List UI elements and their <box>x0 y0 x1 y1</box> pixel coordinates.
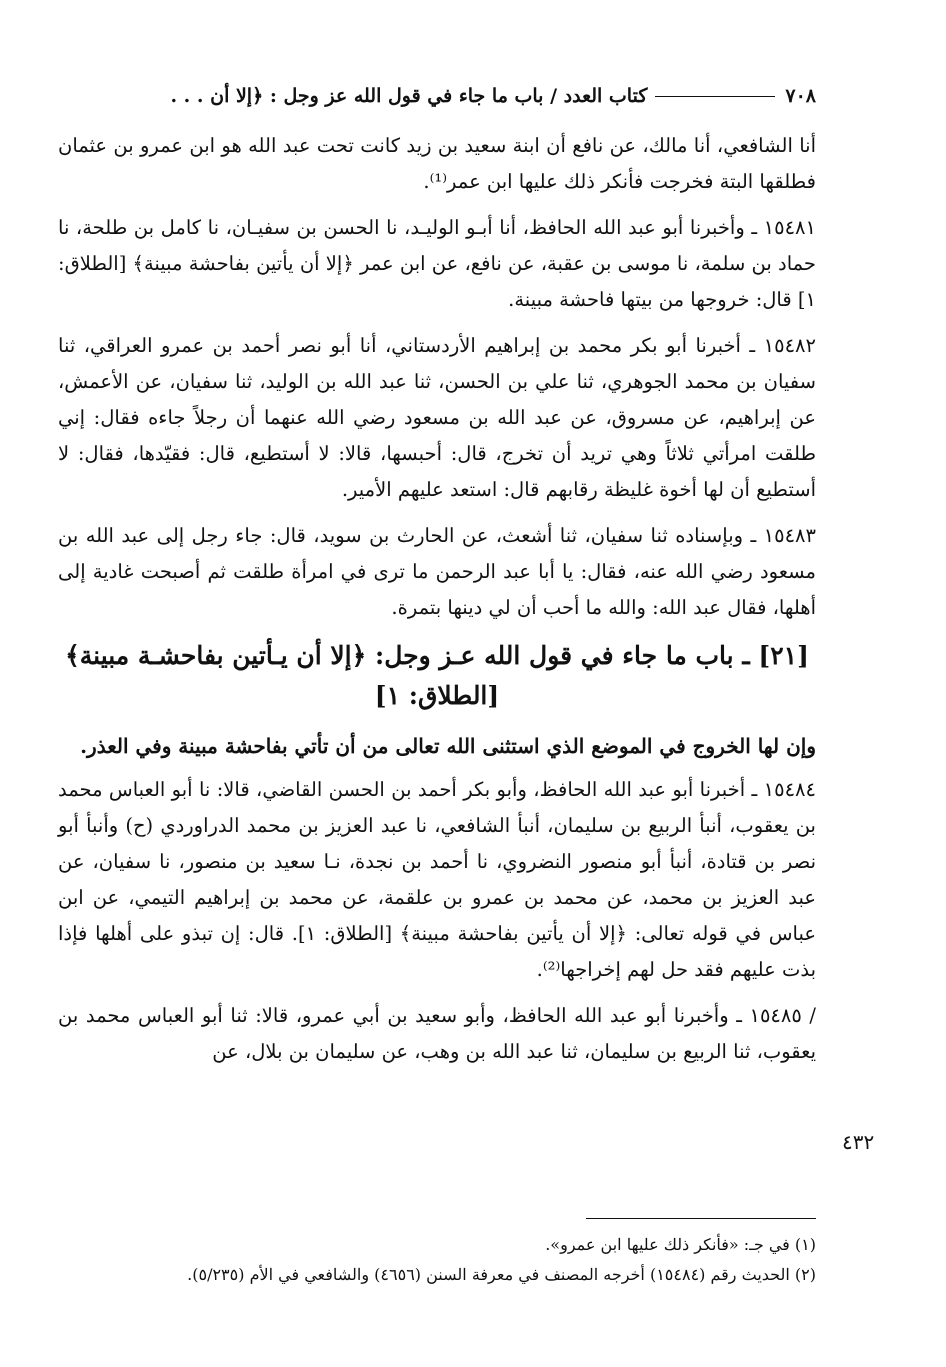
footnote-1: (١) في جـ: «فأنكر ذلك عليها ابن عمرو». <box>545 1235 816 1254</box>
hadith-15482: ١٥٤٨٢ ـ أخبرنا أبو بكر محمد بن إبراهيم الأردستاني، أنا أبو نصر أحمد بن عمرو العراقي، ثنا سفيان بن محمد الجوهري، ثنا علي بن الحسن، ثنا عبد الله بن الوليد، ثنا سفيان، عن الأعمش، عن إبراهيم، عن مسروق، عن عبد الله بن مسعود رضي الله عنهما أن رجلاً جاءه فقال: إني طلقت امرأتي ثلاثاً وهي تريد أن تخرج، قال: أحبسها، قالا: لا أستطيع، قال: فقيّدها، فقال: لا أستطيع أن لها أخوة غليظة رقابهم قال: استعد عليهم الأمير. <box>58 334 816 501</box>
header-rule <box>655 96 775 97</box>
margin-page-marker: ٤٣٢ <box>842 1130 875 1154</box>
hadith-15485: / ١٥٤٨٥ ـ وأخبرنا أبو عبد الله الحافظ، وأبو سعيد بن أبي عمرو، قالا: ثنا أبو العباس محمد بن يعقوب، ثنا الربيع بن سليمان، ثنا عبد الله بن وهب، عن سليمان بن بلال، عن <box>58 1004 816 1063</box>
hadith-15484: ١٥٤٨٤ ـ أخبرنا أبو عبد الله الحافظ، وأبو بكر أحمد بن الحسن القاضي، قالا: نا أبو العباس محمد بن يعقوب، أنبأ الربيع بن سليمان، أنبأ الشافعي، نا عبد العزيز بن محمد الدراوردي (ح) وأنبأ أبو نصر بن قتادة، أنبأ أبو منصور النضروي، نا أحمد بن نجدة، نـا سعيد بن منصور، نا سفيان، عن عبد العزيز بن محمد، عن محمد بن عمرو بن علقمة، عن محمد بن إبراهيم التيمي، عن ابن عباس في قوله تعالى: ﴿إلا أن يأتين بفاحشة مبينة﴾ [الطلاق: ١]. قال: إن تبذو على أهلها فإذا بذت عليهم فقد حل لهم إخراجها⁽²⁾. <box>58 778 816 981</box>
hadith-15483: ١٥٤٨٣ ـ وبإسناده ثنا سفيان، ثنا أشعث، عن الحارث بن سويد، قال: جاء رجل إلى عبد الله بن مسعود رضي الله عنه، فقال: يا أبا عبد الرحمن ما ترى في امرأة طلقت ثم أصبحت غادية إلى أهلها، فقال عبد الله: والله ما أحب أن لي دينها بتمرة. <box>58 524 816 619</box>
footnotes <box>58 1230 816 1290</box>
footnote-separator <box>586 1218 816 1219</box>
page-number: ٧٠٨ <box>785 85 816 107</box>
main-text <box>58 128 816 1080</box>
footnote-2: (٢) الحديث رقم (١٥٤٨٤) أخرجه المصنف في معرفة السنن (٤٦٥٦) والشافعي في الأم (٥/٢٣٥). <box>187 1265 816 1284</box>
hadith-15481: ١٥٤٨١ ـ وأخبرنا أبو عبد الله الحافظ، أنا أبـو الوليـد، نا الحسن بن سفيـان، نا كامل بن طلحة، نا حماد بن سلمة، نا موسى بن عقبة، عن نافع، عن ابن عمر ﴿إلا أن يأتين بفاحشة مبينة﴾ [الطلاق: ١] قال: خروجها من بيتها فاحشة مبينة. <box>58 216 816 311</box>
chapter-heading <box>58 636 816 716</box>
chapter-reference: [الطلاق: ١] <box>374 681 500 710</box>
running-header <box>58 80 816 112</box>
paragraph: أنا الشافعي، أنا مالك، عن نافع أن ابنة سعيد بن زيد كانت تحت عبد الله هو ابن عمرو بن عثمان فطلقها البتة فخرجت فأنكر ذلك عليها ابن عمر⁽¹⁾. <box>58 134 816 193</box>
chapter-title: [٢١] ـ باب ما جاء في قول الله عـز وجل: ﴿إلا أن يـأتين بفاحشـة مبينة﴾ <box>65 641 809 670</box>
header-title: كتاب العدد / باب ما جاء في قول الله عز وجل : ﴿إلا أن . . . <box>170 85 648 107</box>
chapter-intro: وإن لها الخروج في الموضع الذي استثنى الله تعالى من أن تأتي بفاحشة مبينة وفي العذر. <box>80 734 816 758</box>
